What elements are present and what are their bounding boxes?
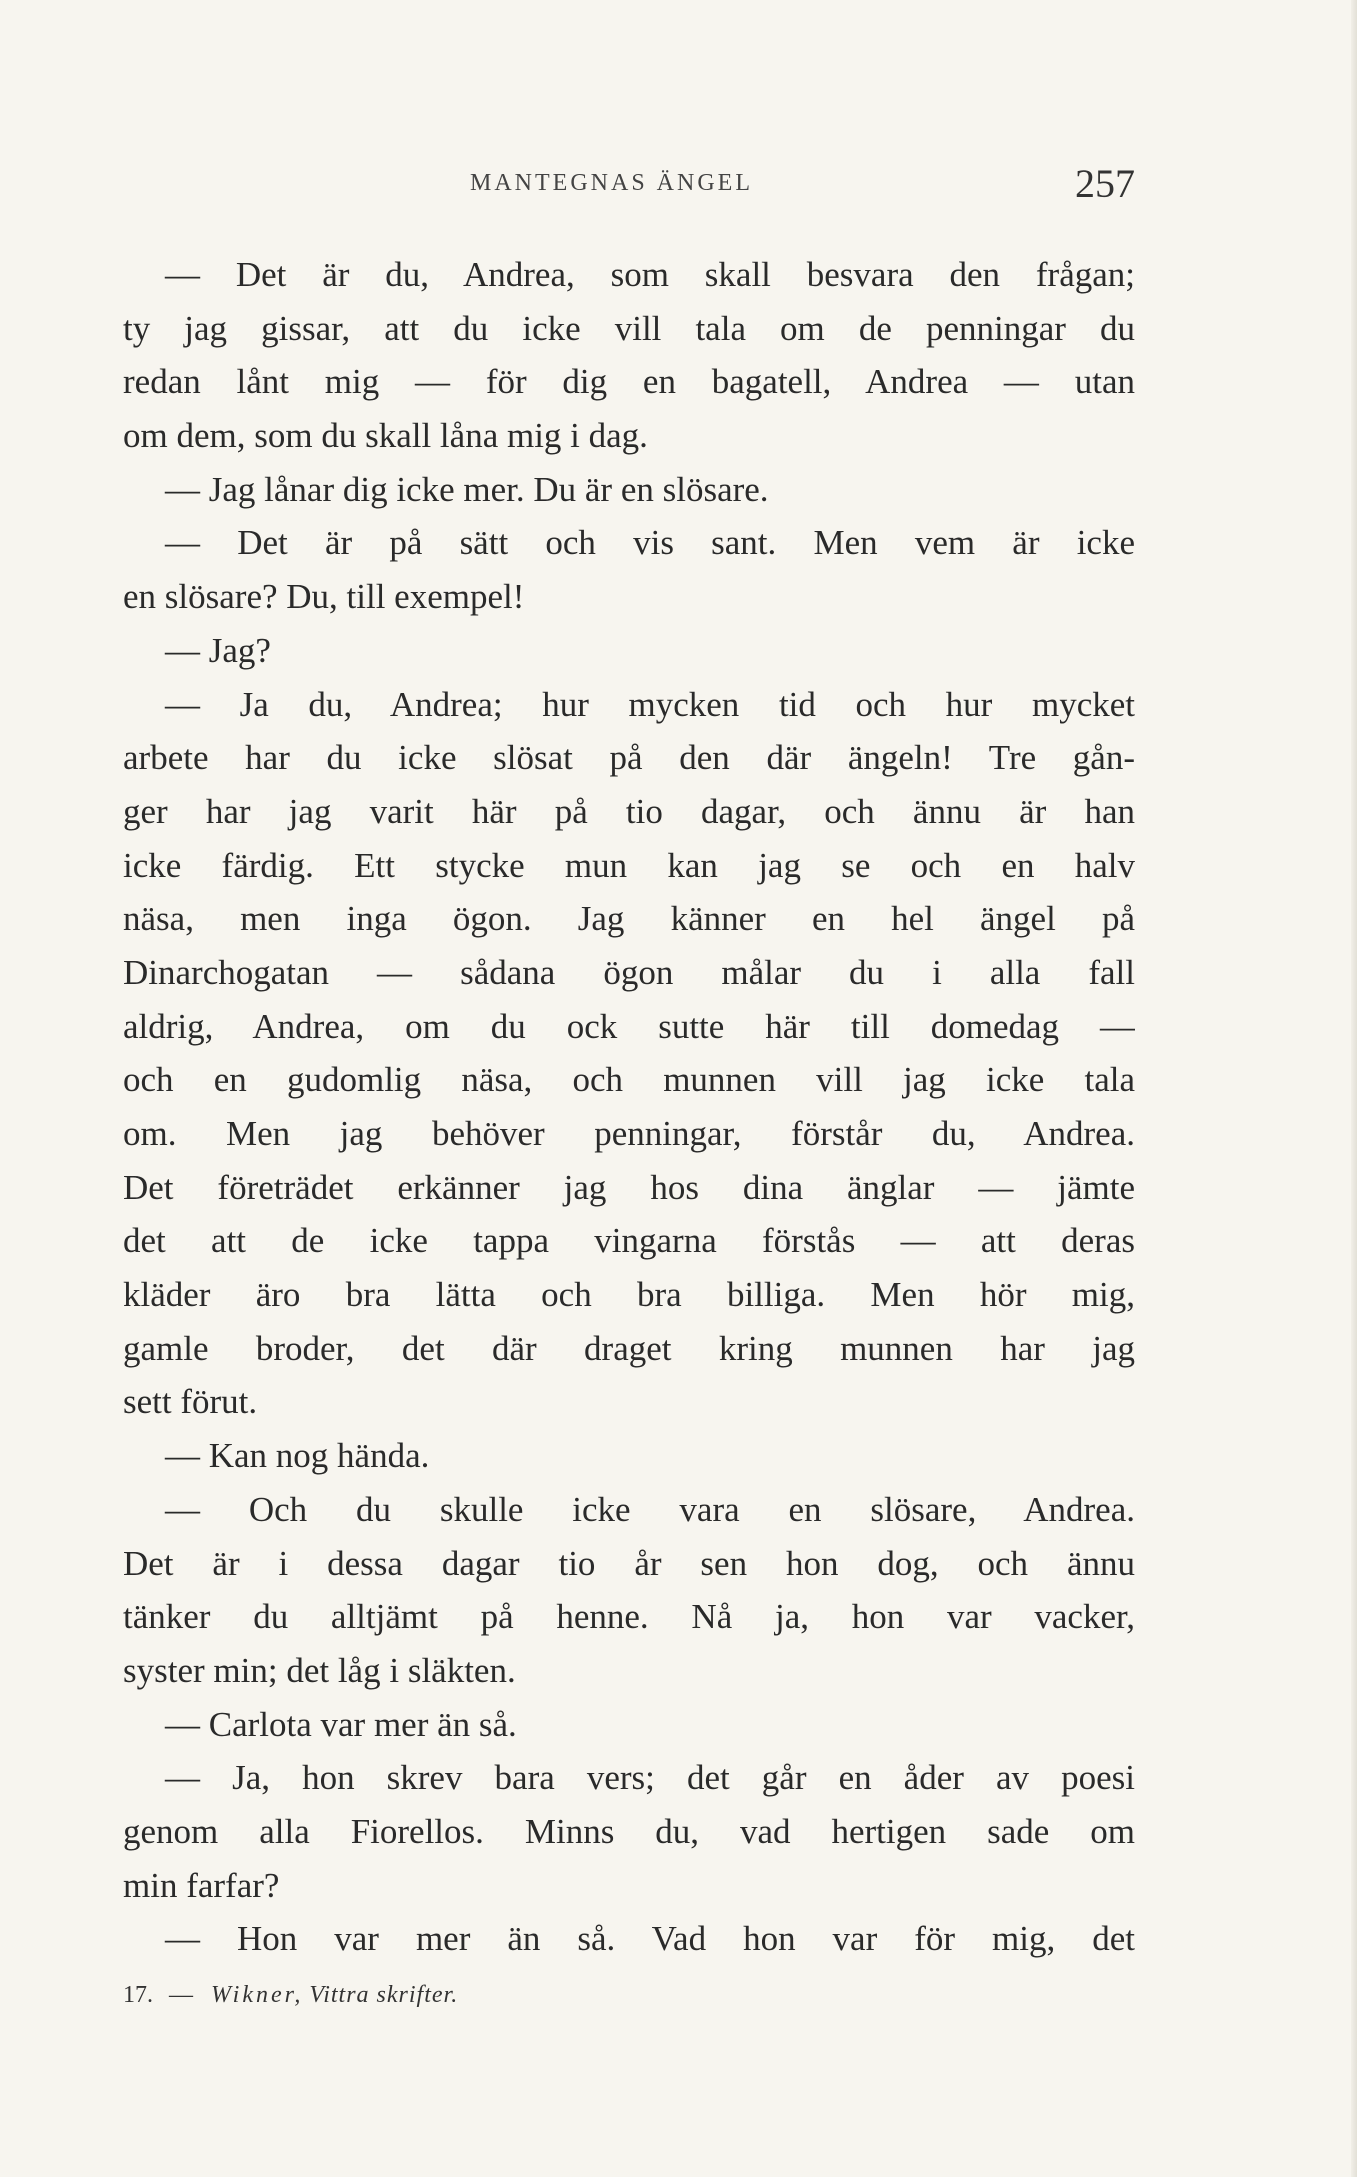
text-line: och en gudomlig näsa, och munnen vill jag icke tala — [123, 1060, 1135, 1100]
text-line: om. Men jag behöver penningar, förstår du, Andrea. — [123, 1114, 1135, 1153]
body-text — [123, 248, 1135, 1966]
footer-dash: — — [169, 1982, 193, 2008]
text-line: — Kan nog hända. — [165, 1436, 430, 1476]
text-line: arbete har du icke slösat på den där ängeln! Tre gån- — [123, 738, 1135, 778]
text-line: — Och du skulle icke vara en slösare, Andrea. — [165, 1489, 1135, 1529]
text-line: — Hon var mer än så. Vad hon var för mig, det — [165, 1919, 1135, 1959]
page-edge-shadow — [1351, 0, 1357, 2177]
text-line: — Det är du, Andrea, som skall besvara den frågan; — [165, 255, 1135, 294]
text-line: — Jag? — [165, 630, 271, 670]
text-line: — Carlota var mer än så. — [165, 1704, 517, 1744]
footer-work: Vittra skrifter. — [309, 1982, 459, 2008]
page-number: 257 — [1075, 161, 1135, 206]
text-line: näsa, men inga ögon. Jag känner en hel ängel på — [123, 899, 1135, 939]
signature-mark: 17. — [123, 1982, 153, 2008]
text-line: en slösare? Du, till exempel! — [123, 577, 525, 617]
text-line: icke färdig. Ett stycke mun kan jag se och en halv — [123, 845, 1135, 885]
page-footer — [123, 1982, 458, 2009]
text-line: sett förut. — [123, 1382, 258, 1422]
text-line: Det är i dessa dagar tio år sen hon dog, och ännu — [123, 1543, 1135, 1583]
text-line: redan lånt mig — för dig en bagatell, Andrea — utan — [123, 362, 1135, 402]
text-line: kläder äro bra lätta och bra billiga. Men hör mig, — [123, 1275, 1135, 1315]
text-line: ger har jag varit här på tio dagar, och ännu är han — [123, 791, 1135, 831]
text-line: aldrig, Andrea, om du ock sutte här till domedag — — [123, 1006, 1135, 1046]
page-header — [125, 160, 1135, 210]
text-line: — Jag lånar dig icke mer. Du är en slösare. — [165, 469, 769, 509]
text-line: gamle broder, det där draget kring munnen har jag — [123, 1328, 1135, 1368]
running-title: MANTEGNAS ÄNGEL — [470, 170, 753, 196]
text-line: ty jag gissar, att du icke vill tala om de penningar du — [123, 308, 1135, 348]
text-line: genom alla Fiorellos. Minns du, vad hertigen sade om — [123, 1811, 1135, 1851]
footer-author: Wikner, — [211, 1982, 304, 2008]
text-line: Det företrädet erkänner jag hos dina änglar — jämte — [123, 1167, 1135, 1207]
text-line: — Det är på sätt och vis sant. Men vem är icke — [165, 523, 1135, 563]
text-line: — Ja, hon skrev bara vers; det går en åder av poesi — [165, 1758, 1135, 1798]
text-line: Dinarchogatan — sådana ögon målar du i alla fall — [123, 952, 1135, 992]
text-line: syster min; det låg i släkten. — [123, 1650, 516, 1690]
text-line: tänker du alltjämt på henne. Nå ja, hon var vacker, — [123, 1597, 1135, 1637]
text-line: — Ja du, Andrea; hur mycken tid och hur mycket — [165, 684, 1135, 724]
text-line: det att de icke tappa vingarna förstås — att deras — [123, 1221, 1135, 1261]
text-line: om dem, som du skall låna mig i dag. — [123, 416, 648, 456]
text-line: min farfar? — [123, 1865, 280, 1905]
